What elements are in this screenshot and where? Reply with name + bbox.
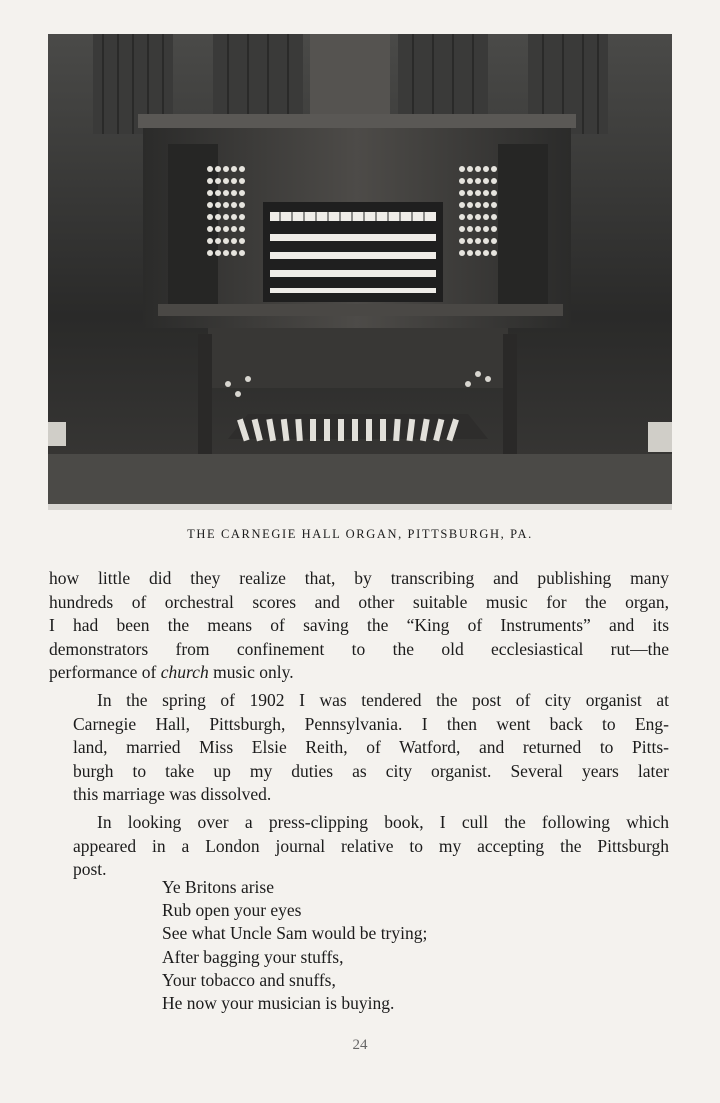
text-line: appeared in a London journal relative to my accepting the Pittsburgh — [73, 835, 669, 856]
text-line: burgh to take up my duties as city organist. Several years later — [73, 760, 669, 781]
organ-photograph — [48, 34, 672, 510]
poem-line: See what Uncle Sam would be trying; — [162, 923, 428, 944]
text-line: demonstrators from confinement to the old ecclesiastical rut—the — [49, 638, 669, 659]
body-text — [49, 567, 669, 882]
poem — [162, 876, 427, 1015]
text-run: music only. — [208, 662, 294, 683]
poem-line: After bagging your stuffs, — [162, 946, 344, 967]
text-line: Carnegie Hall, Pittsburgh, Pennsylvania. I then went back to Eng- — [73, 713, 669, 734]
organ-console-illustration — [48, 34, 672, 504]
text-run: performance of — [49, 662, 161, 683]
text-line: I had been the means of saving the “King of Instruments” and its — [49, 615, 669, 636]
page-number: 24 — [352, 1037, 368, 1053]
poem-line: Rub open your eyes — [162, 900, 302, 921]
text-line: post. — [73, 859, 107, 880]
text-line: In the spring of 1902 I was tendered the post of city organist at — [97, 689, 669, 710]
figure-caption: THE CARNEGIE HALL ORGAN, PITTSBURGH, PA. — [187, 527, 533, 541]
text-line: this marriage was dissolved. — [73, 784, 272, 805]
paragraph-1 — [49, 567, 669, 685]
text-line: hundreds of orchestral scores and other suitable music for the organ, — [49, 591, 669, 612]
poem-line: Your tobacco and snuffs, — [162, 969, 336, 990]
paragraph-2 — [49, 689, 669, 807]
text-line: land, married Miss Elsie Reith, of Watford, and returned to Pitts- — [73, 737, 669, 758]
text-line — [49, 661, 669, 685]
italic-word: church — [160, 662, 209, 683]
poem-line: Ye Britons arise — [162, 877, 274, 897]
poem-line: He now your musician is buying. — [162, 993, 395, 1014]
text-line: how little did they realize that, by transcribing and publishing many — [49, 568, 669, 588]
paragraph-3 — [49, 811, 669, 882]
text-line: In looking over a press-clipping book, I cull the following which — [97, 811, 669, 832]
